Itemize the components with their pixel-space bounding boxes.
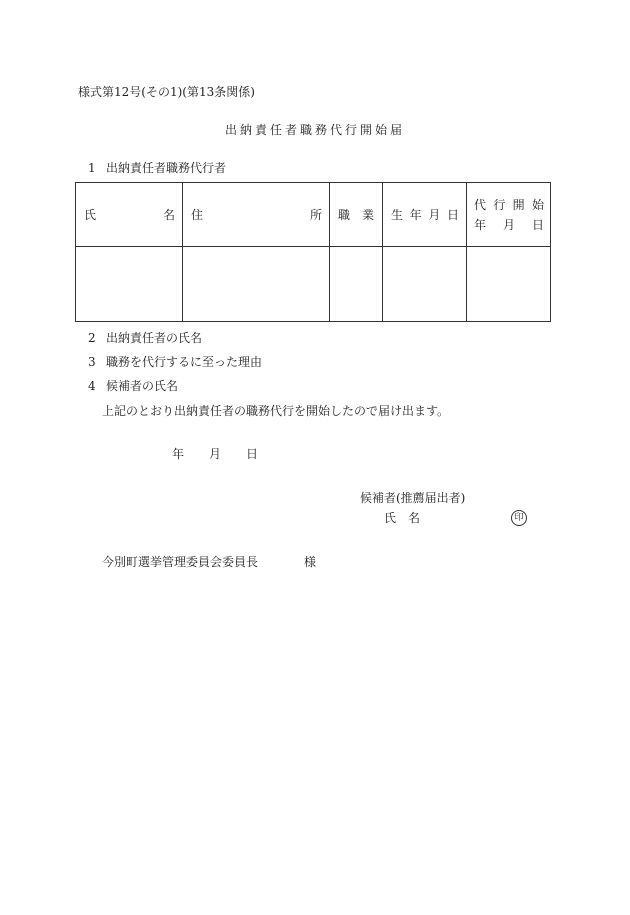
- header-occupation: 職 業: [330, 183, 383, 247]
- section-2-heading: [88, 332, 202, 344]
- cell-address[interactable]: [183, 247, 330, 322]
- date-year: 年: [172, 447, 185, 461]
- cell-birthdate[interactable]: [383, 247, 467, 322]
- section-number: 2: [88, 331, 96, 345]
- addressee: [102, 556, 316, 568]
- document-title: 出納責任者職務代行開始届: [224, 123, 405, 137]
- cell-start-date[interactable]: [467, 247, 551, 322]
- section-text: 職務を代行するに至った理由: [106, 355, 263, 369]
- applicant-name-label: 氏 名: [384, 511, 421, 525]
- date-day: 日: [246, 447, 259, 461]
- table-header-row: [76, 183, 551, 247]
- agent-info-table: [75, 182, 551, 322]
- header-name: 氏 名: [76, 183, 183, 247]
- section-3-heading: [88, 356, 262, 368]
- section-4-heading: [88, 380, 178, 392]
- header-birthdate: 生 年 月 日: [383, 183, 467, 247]
- date-line: [172, 448, 258, 460]
- addressee-name: 今別町選挙管理委員会委員長: [102, 555, 259, 569]
- section-number: 1: [88, 161, 96, 175]
- section-text: 候補者の氏名: [106, 379, 179, 393]
- header-address: 住 所: [183, 183, 330, 247]
- section-number: 3: [88, 355, 96, 369]
- cell-occupation[interactable]: [330, 247, 383, 322]
- table-row: [76, 247, 551, 322]
- addressee-honorific: 様: [304, 555, 317, 569]
- header-start-date: 代 行 開 始 年 月 日: [467, 183, 551, 247]
- form-number: 様式第12号(その1)(第13条関係): [78, 85, 255, 99]
- section-number: 4: [88, 379, 96, 393]
- section-1-heading: [88, 162, 226, 174]
- seal-mark: 印: [511, 510, 527, 526]
- cell-name[interactable]: [76, 247, 183, 322]
- applicant-label: 候補者(推薦届出者): [360, 491, 466, 505]
- date-month: 月: [209, 447, 222, 461]
- statement-text: 上記のとおり出納責任者の職務代行を開始したので届け出ます。: [102, 404, 450, 418]
- section-text: 出納責任者の氏名: [106, 331, 203, 345]
- section-text: 出納責任者職務代行者: [106, 161, 227, 175]
